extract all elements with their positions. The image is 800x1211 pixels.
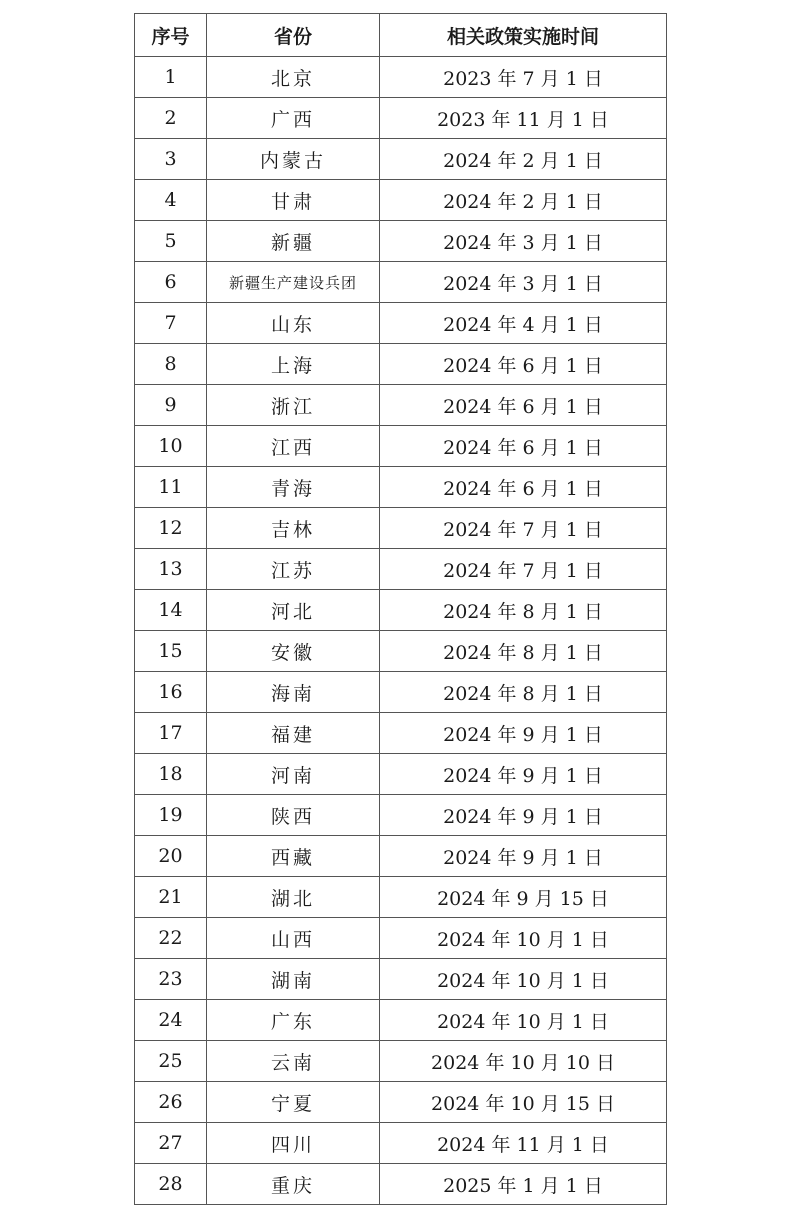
row-province: 吉林 xyxy=(207,508,380,549)
row-implementation-date: 2024 年 6 月 1 日 xyxy=(380,385,667,426)
row-implementation-date: 2024 年 9 月 1 日 xyxy=(380,795,667,836)
table-row xyxy=(135,303,667,344)
table-row xyxy=(135,467,667,508)
table-row xyxy=(135,508,667,549)
row-number: 19 xyxy=(135,795,207,836)
row-province: 上海 xyxy=(207,344,380,385)
row-number: 20 xyxy=(135,836,207,877)
row-implementation-date: 2024 年 8 月 1 日 xyxy=(380,631,667,672)
row-number: 1 xyxy=(135,57,207,98)
table-row xyxy=(135,139,667,180)
row-province: 山西 xyxy=(207,918,380,959)
row-number: 24 xyxy=(135,1000,207,1041)
row-implementation-date: 2023 年 7 月 1 日 xyxy=(380,57,667,98)
table-row xyxy=(135,57,667,98)
table-row xyxy=(135,918,667,959)
row-province: 河北 xyxy=(207,590,380,631)
table-row xyxy=(135,672,667,713)
header-row xyxy=(135,14,667,57)
table-row xyxy=(135,262,667,303)
row-implementation-date: 2024 年 10 月 1 日 xyxy=(380,959,667,1000)
row-province: 浙江 xyxy=(207,385,380,426)
row-province: 海南 xyxy=(207,672,380,713)
table-row xyxy=(135,590,667,631)
row-implementation-date: 2024 年 9 月 1 日 xyxy=(380,754,667,795)
row-number: 27 xyxy=(135,1123,207,1164)
row-number: 15 xyxy=(135,631,207,672)
row-implementation-date: 2024 年 6 月 1 日 xyxy=(380,426,667,467)
header-number: 序号 xyxy=(135,14,207,57)
row-number: 11 xyxy=(135,467,207,508)
row-province: 安徽 xyxy=(207,631,380,672)
row-number: 8 xyxy=(135,344,207,385)
table-row xyxy=(135,1164,667,1205)
row-province: 内蒙古 xyxy=(207,139,380,180)
row-implementation-date: 2023 年 11 月 1 日 xyxy=(380,98,667,139)
row-implementation-date: 2024 年 3 月 1 日 xyxy=(380,221,667,262)
row-number: 16 xyxy=(135,672,207,713)
row-number: 5 xyxy=(135,221,207,262)
row-implementation-date: 2024 年 6 月 1 日 xyxy=(380,467,667,508)
table-row xyxy=(135,631,667,672)
row-implementation-date: 2024 年 9 月 15 日 xyxy=(380,877,667,918)
row-implementation-date: 2024 年 3 月 1 日 xyxy=(380,262,667,303)
row-number: 13 xyxy=(135,549,207,590)
table-row xyxy=(135,1000,667,1041)
row-province: 湖南 xyxy=(207,959,380,1000)
policy-date-table xyxy=(134,13,667,1205)
row-province: 湖北 xyxy=(207,877,380,918)
row-implementation-date: 2024 年 10 月 1 日 xyxy=(380,918,667,959)
table-row xyxy=(135,1082,667,1123)
row-province: 宁夏 xyxy=(207,1082,380,1123)
table-row xyxy=(135,836,667,877)
row-number: 14 xyxy=(135,590,207,631)
table-row xyxy=(135,877,667,918)
row-number: 26 xyxy=(135,1082,207,1123)
row-implementation-date: 2024 年 11 月 1 日 xyxy=(380,1123,667,1164)
row-implementation-date: 2024 年 10 月 10 日 xyxy=(380,1041,667,1082)
table-row xyxy=(135,713,667,754)
table-row xyxy=(135,795,667,836)
table-row xyxy=(135,180,667,221)
row-province: 河南 xyxy=(207,754,380,795)
header-implementation-date: 相关政策实施时间 xyxy=(380,14,667,57)
row-province: 青海 xyxy=(207,467,380,508)
row-implementation-date: 2025 年 1 月 1 日 xyxy=(380,1164,667,1205)
row-number: 2 xyxy=(135,98,207,139)
table-row xyxy=(135,549,667,590)
row-number: 28 xyxy=(135,1164,207,1205)
row-province: 北京 xyxy=(207,57,380,98)
row-implementation-date: 2024 年 8 月 1 日 xyxy=(380,672,667,713)
table-row xyxy=(135,426,667,467)
row-province: 新疆生产建设兵团 xyxy=(207,262,380,303)
row-province: 山东 xyxy=(207,303,380,344)
row-implementation-date: 2024 年 2 月 1 日 xyxy=(380,180,667,221)
row-implementation-date: 2024 年 8 月 1 日 xyxy=(380,590,667,631)
table-row xyxy=(135,1041,667,1082)
row-number: 10 xyxy=(135,426,207,467)
row-number: 7 xyxy=(135,303,207,344)
row-number: 12 xyxy=(135,508,207,549)
header-province: 省份 xyxy=(207,14,380,57)
row-province: 江苏 xyxy=(207,549,380,590)
row-implementation-date: 2024 年 2 月 1 日 xyxy=(380,139,667,180)
row-number: 21 xyxy=(135,877,207,918)
table-row xyxy=(135,1123,667,1164)
row-province: 甘肃 xyxy=(207,180,380,221)
row-province: 陕西 xyxy=(207,795,380,836)
row-implementation-date: 2024 年 4 月 1 日 xyxy=(380,303,667,344)
table-row xyxy=(135,221,667,262)
row-number: 3 xyxy=(135,139,207,180)
row-province: 西藏 xyxy=(207,836,380,877)
row-province: 四川 xyxy=(207,1123,380,1164)
row-province: 福建 xyxy=(207,713,380,754)
table-row xyxy=(135,754,667,795)
table-body xyxy=(135,57,667,1205)
row-implementation-date: 2024 年 6 月 1 日 xyxy=(380,344,667,385)
row-implementation-date: 2024 年 7 月 1 日 xyxy=(380,508,667,549)
row-province: 江西 xyxy=(207,426,380,467)
row-number: 25 xyxy=(135,1041,207,1082)
row-number: 4 xyxy=(135,180,207,221)
row-implementation-date: 2024 年 10 月 15 日 xyxy=(380,1082,667,1123)
row-implementation-date: 2024 年 9 月 1 日 xyxy=(380,713,667,754)
row-province: 新疆 xyxy=(207,221,380,262)
row-number: 23 xyxy=(135,959,207,1000)
row-number: 9 xyxy=(135,385,207,426)
row-implementation-date: 2024 年 7 月 1 日 xyxy=(380,549,667,590)
row-province: 重庆 xyxy=(207,1164,380,1205)
row-number: 22 xyxy=(135,918,207,959)
table-row xyxy=(135,98,667,139)
row-province: 广西 xyxy=(207,98,380,139)
row-implementation-date: 2024 年 10 月 1 日 xyxy=(380,1000,667,1041)
row-implementation-date: 2024 年 9 月 1 日 xyxy=(380,836,667,877)
row-number: 17 xyxy=(135,713,207,754)
row-province: 广东 xyxy=(207,1000,380,1041)
row-number: 18 xyxy=(135,754,207,795)
row-province: 云南 xyxy=(207,1041,380,1082)
table-row xyxy=(135,385,667,426)
table-row xyxy=(135,344,667,385)
table-row xyxy=(135,959,667,1000)
row-number: 6 xyxy=(135,262,207,303)
